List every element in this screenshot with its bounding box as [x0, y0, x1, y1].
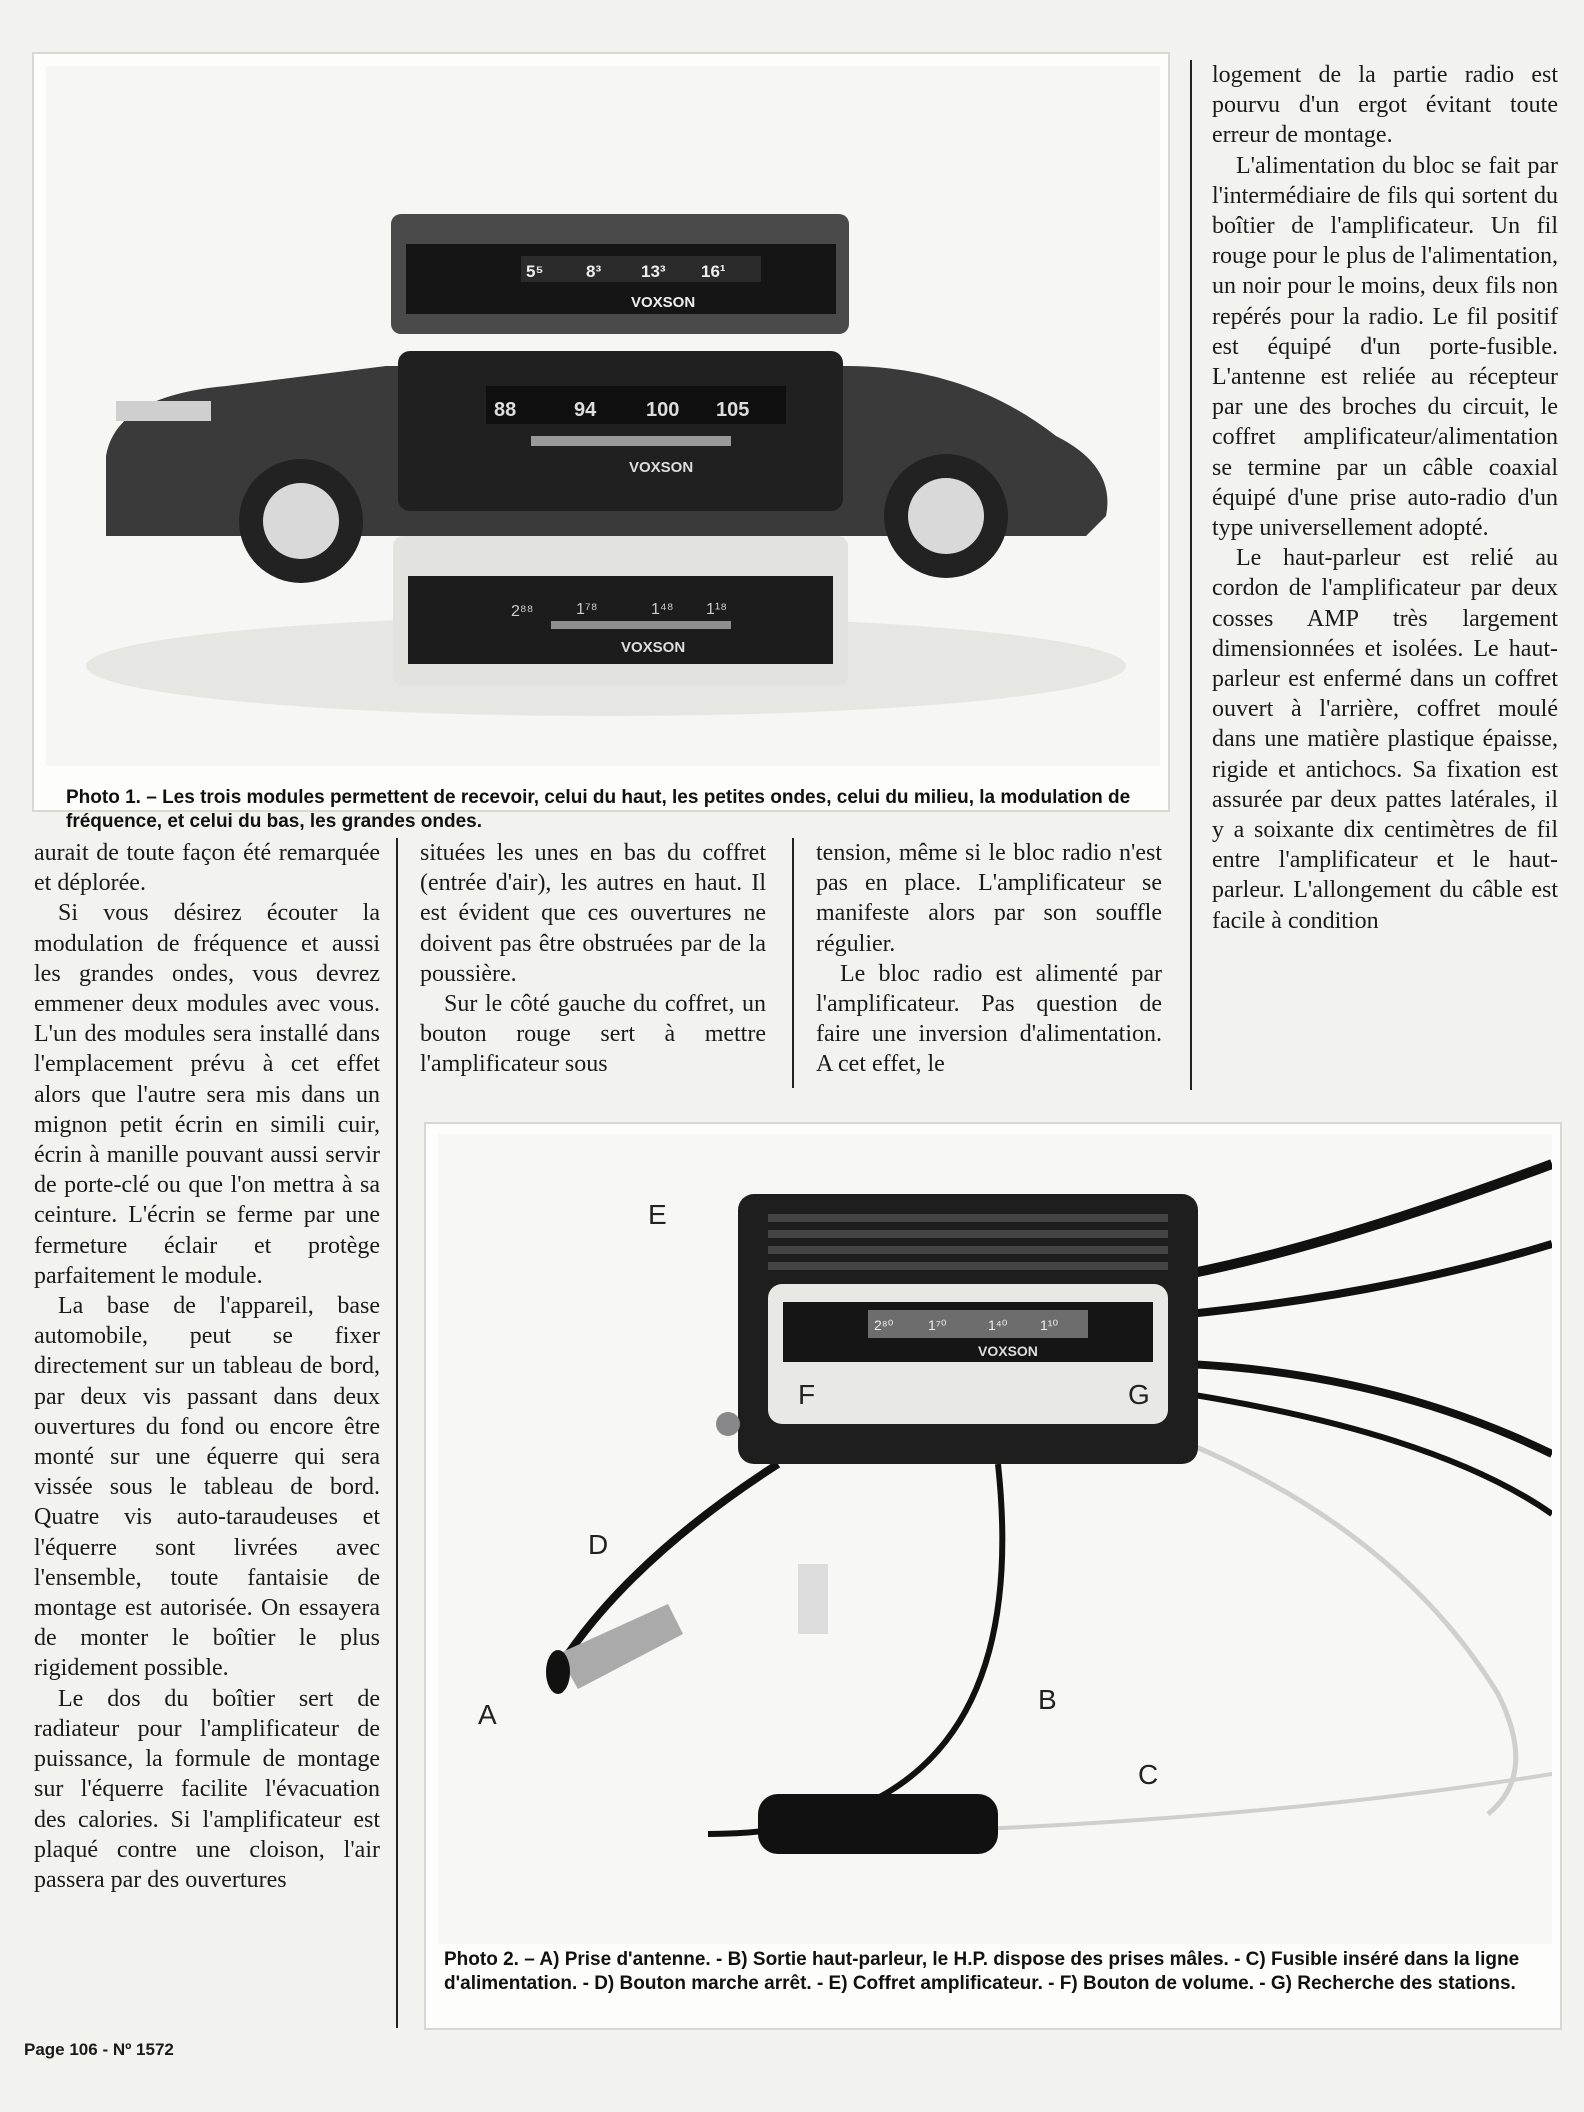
column-middle [420, 838, 766, 1080]
column-rule [396, 838, 398, 2028]
scale-1: 2⁸⁰ [874, 1317, 894, 1333]
scale-bottom-1: 2⁸⁸ [511, 603, 534, 620]
column-right-top [1212, 60, 1558, 936]
scale-top-1: 5⁵ [526, 262, 544, 281]
photo-2-image [438, 1134, 1552, 1944]
speaker-plugs [798, 1564, 828, 1634]
paragraph: La base de l'appareil, base automobile, peut se fixer directement sur un tableau de bord, par deux vis passant dans deux ouvertures du fond ou encore être monté sur une équerre qui sera vissée sous le tableau de bord. Quatre vis auto-taraudeuses et l'équerre sont livrées avec l'ensemble, toute fantaisie de montage est autorisée. On essayera de monter le boîtier le plus rigidement possible. [34, 1293, 380, 1682]
label-b: B [1038, 1684, 1057, 1715]
amplifier-photo [438, 1134, 1552, 1944]
scale-top-2: 8³ [586, 262, 602, 281]
page-folio: Page 106 - Nº 1572 [24, 2040, 174, 2059]
label-d: D [588, 1529, 609, 1560]
module-bottom-brand: VOXSON [621, 639, 686, 656]
photo-1-caption: Photo 1. – Les trois modules permettent de recevoir, celui du haut, les petites ondes, celui du milieu, la modulation de fréquence, et celui du bas, les grandes ondes. [66, 787, 1131, 832]
radio-modules-photo [46, 66, 1160, 766]
paragraph: situées les unes en bas du coffret (entrée d'air), les autres en haut. Il est évident que ces ouvertures ne doivent pas être obstruées par de la poussière. [420, 840, 766, 987]
label-c: C [1138, 1759, 1159, 1790]
photo-1 [32, 52, 1170, 832]
paragraph: tension, même si le bloc radio n'est pas en place. L'amplificateur se manifeste alors par son souffle régulier. [816, 840, 1162, 957]
label-f: F [798, 1379, 816, 1410]
column-rule [1190, 60, 1192, 1090]
label-a: A [478, 1699, 497, 1730]
photo-2-caption: Photo 2. – A) Prise d'antenne. - B) Sortie haut-parleur, le H.P. dispose des prises mâles. - C) Fusible inséré dans la ligne d'alimentation. - D) Bouton marche arrêt. - E) Coffret amplificateur. - F) Bouton de volume. - G) Recherche des stations. [444, 1949, 1520, 1994]
paragraph: Si vous désirez écouter la modulation de fréquence et aussi les grandes ondes, vous devrez emmener deux modules avec vous. L'un des modules sera installé dans l'emplacement prévu à cet effet alors que l'autre sera mis dans un mignon petit écrin en simili cuir, écrin à manille pouvant aussi servir de porte-clé ou que l'on mettra à sa ceinture. L'écrin se ferme par une fermeture éclair et protège parfaitement le module. [34, 900, 380, 1289]
column-rule [792, 838, 794, 1088]
column-middle-right [816, 838, 1162, 1080]
module-brand: VOXSON [978, 1343, 1038, 1359]
scale-mid-2: 94 [574, 399, 597, 421]
scale-bottom-3: 1⁴⁸ [651, 601, 674, 618]
scale-3: 1⁴⁰ [988, 1317, 1008, 1333]
scale-bottom-4: 1¹⁸ [706, 601, 727, 618]
paragraph: Le dos du boîtier sert de radiateur pour l'amplificateur de puissance, la formule de montage sur l'équerre facilite l'évacuation des calories. Si l'amplificateur est plaqué contre une cloison, l'air passera par des ouvertures [34, 1685, 380, 1893]
paragraph: Le haut-parleur est relié au cordon de l'amplificateur par deux cosses AMP très largement dimensionnées et isolées. Le haut-parleur est enfermé dans un coffret ouvert à l'arrière, coffret moulé dans une matière plastique épaisse, rigide et antichocs. Sa fixation est assurée par deux pattes latérales, il y a soixante dix centimètres de fil entre l'amplificateur et le haut-parleur. L'allongement du câble est facile à condition [1212, 545, 1558, 934]
photo-2 [424, 1122, 1562, 2030]
module-middle [398, 351, 843, 511]
label-g: G [1128, 1379, 1150, 1410]
scale-top-4: 16¹ [701, 262, 726, 281]
scale-4: 1¹⁰ [1040, 1317, 1059, 1333]
module-mid-brand: VOXSON [629, 459, 694, 476]
scale-mid-1: 88 [494, 399, 517, 421]
power-knob [716, 1412, 740, 1436]
paragraph: Sur le côté gauche du coffret, un bouton rouge sert à mettre l'amplificateur sous [420, 991, 766, 1078]
paragraph: logement de la partie radio est pourvu d'un ergot évitant toute erreur de montage. [1212, 62, 1558, 149]
scale-bottom-2: 1⁷⁸ [576, 601, 598, 618]
scale-2: 1⁷⁰ [928, 1317, 947, 1333]
label-e: E [648, 1199, 667, 1230]
paragraph: aurait de toute façon été remarquée et déplorée. [34, 840, 380, 897]
module-top-brand: VOXSON [631, 294, 696, 311]
paragraph: Le bloc radio est alimenté par l'amplificateur. Pas question de faire une inversion d'alimentation. A cet effet, le [816, 960, 1162, 1078]
paragraph: L'alimentation du bloc se fait par l'intermédiaire de fils qui sortent du boîtier de l'amplificateur. Un fil rouge pour le plus de l'alimentation, un noir pour le moins, deux fils non repérés pour la radio. Le fil positif est équipé d'un porte-fusible. L'antenne est reliée au récepteur par une des broches du circuit, le coffret amplificateur/alimentation se termine par un câble coaxial équipé d'une prise auto-radio d'un type universellement adopté. [1212, 152, 1558, 542]
fuse-holder [758, 1794, 998, 1854]
photo-1-image [46, 66, 1160, 766]
scale-mid-3: 100 [646, 399, 680, 421]
scale-top-3: 13³ [641, 262, 666, 281]
column-left [34, 838, 380, 1895]
scale-mid-4: 105 [716, 399, 750, 421]
